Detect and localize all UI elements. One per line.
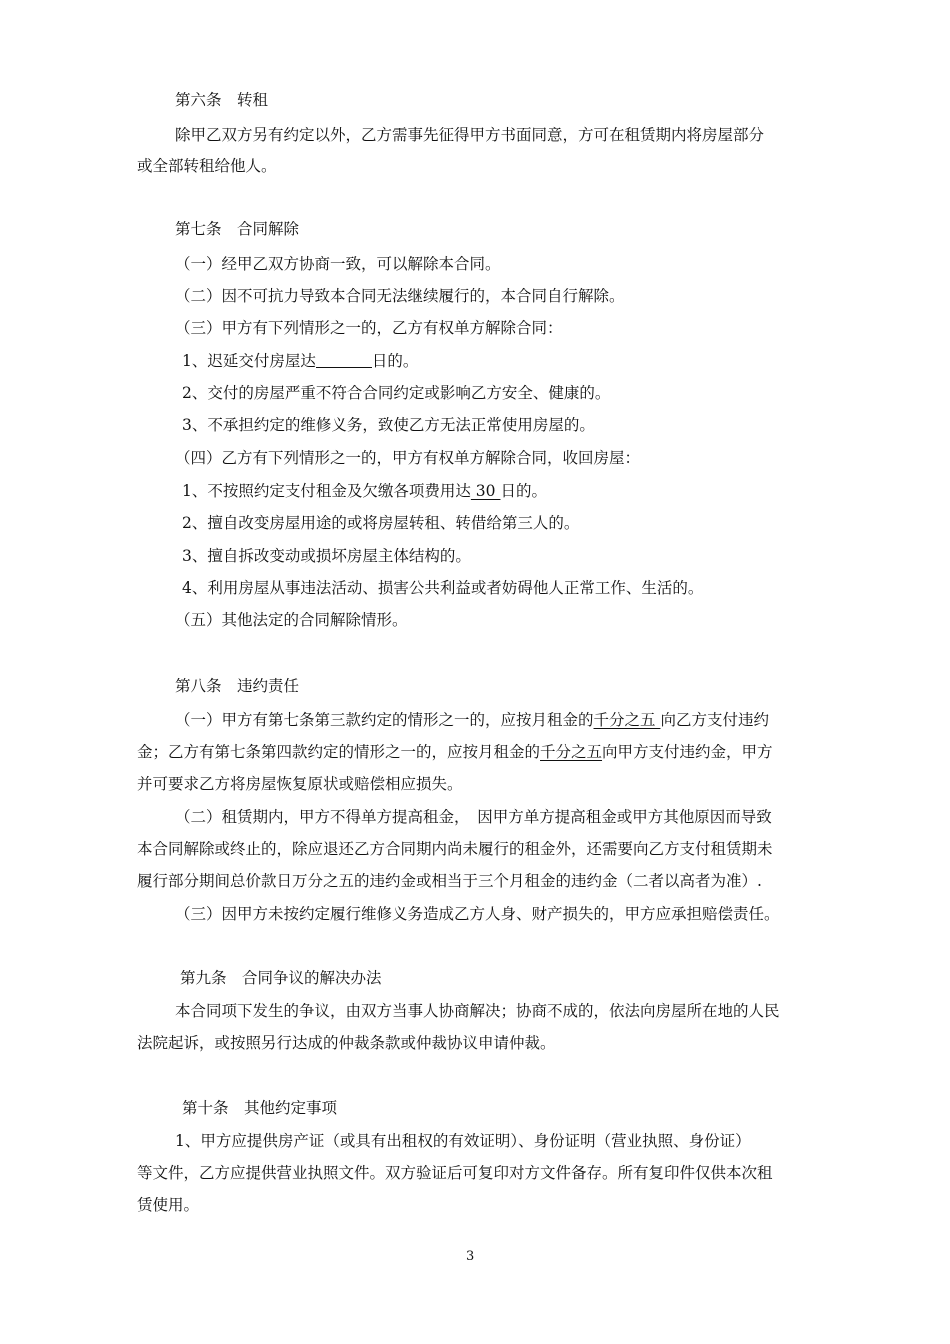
article-8-line-1-a: （一）甲方有第七条第三款约定的情形之一的，应按月租金的 [175, 711, 594, 729]
article-10-text-line-1: 1、甲方应提供房产证（或具有出租权的有效证明）、身份证明（营业执照、身份证） [175, 1132, 751, 1150]
article-9-text-line-1: 本合同项下发生的争议，由双方当事人协商解决；协商不成的，依法向房屋所在地的人民 [175, 1002, 780, 1020]
article-8-line-1 [175, 709, 769, 731]
article-8-heading: 第八条 违约责任 [175, 677, 300, 695]
article-10-heading: 第十条 其他约定事项 [182, 1099, 338, 1117]
article-7-item-5: （五）其他法定的合同解除情形。 [175, 611, 408, 629]
article-10-text-line-2: 等文件，乙方应提供营业执照文件。双方验证后可复印对方文件备存。所有复印件仅供本次租 [137, 1164, 773, 1182]
article-8-line-2-a: 金；乙方有第七条第四款约定的情形之一的，应按月租金的 [137, 743, 541, 761]
delay-days-blank [316, 351, 372, 368]
article-6-text-line-1: 除甲乙双方另有约定以外，乙方需事先征得甲方书面同意，方可在租赁期内将房屋部分 [175, 126, 765, 144]
article-8-line-5: 本合同解除或终止的，除应退还乙方合同期内尚未履行的租金外，还需要向乙方支付租赁期未 [137, 840, 773, 858]
item-3-1-suffix: 日的。 [371, 352, 419, 370]
article-7-item-3-3: 3、不承担约定的维修义务，致使乙方无法正常使用房屋的。 [182, 416, 595, 434]
article-7-item-2: （二）因不可抗力导致本合同无法继续履行的，本合同自行解除。 [175, 287, 625, 305]
article-8-line-6: 履行部分期间总价款日万分之五的违约金或相当于三个月租金的违约金（二者以高者为准）. [137, 872, 762, 890]
article-8-line-7: （三）因甲方未按约定履行维修义务造成乙方人身、财产损失的，甲方应承担赔偿责任。 [175, 905, 780, 923]
article-7-item-3: （三）甲方有下列情形之一的，乙方有权单方解除合同： [175, 319, 563, 337]
article-9-heading: 第九条 合同争议的解决办法 [180, 969, 382, 987]
article-8-line-4: （二）租赁期内，甲方不得单方提高租金， 因甲方单方提高租金或甲方其他原因而导致 [175, 808, 772, 826]
item-4-1-prefix: 1、不按照约定支付租金及欠缴各项费用达 [182, 482, 471, 500]
article-7-item-3-1 [182, 350, 418, 372]
item-4-1-suffix: 日的。 [500, 482, 547, 500]
article-6-text-line-2: 或全部转租给他人。 [137, 157, 277, 175]
article-10-text-line-3: 赁使用。 [137, 1196, 200, 1214]
article-7-item-4-4: 4、利用房屋从事违法活动、损害公共利益或者妨碍他人正常工作、生活的。 [182, 579, 704, 597]
article-7-item-4-2: 2、擅自改变房屋用途的或将房屋转租、转借给第三人的。 [182, 514, 580, 532]
overdue-days-value: 30 [470, 482, 501, 500]
penalty-rate-tenant: 千分之五 [540, 743, 603, 761]
article-7-item-1: （一）经甲乙双方协商一致，可以解除本合同。 [175, 255, 501, 273]
article-6-heading: 第六条 转租 [175, 91, 269, 109]
article-7-item-4-1 [182, 480, 547, 502]
article-8-line-1-b: 向乙方支付违约 [660, 711, 769, 729]
article-8-line-3: 并可要求乙方将房屋恢复原状或赔偿相应损失。 [137, 775, 463, 793]
article-8-line-2-b: 向甲方支付违约金，甲方 [602, 743, 773, 761]
penalty-rate-landlord: 千分之五 [593, 711, 661, 729]
article-8-line-2 [137, 741, 773, 763]
article-7-item-4: （四）乙方有下列情形之一的，甲方有权单方解除合同，收回房屋： [175, 449, 641, 467]
article-9-text-line-2: 法院起诉，或按照另行达成的仲裁条款或仲裁协议申请仲裁。 [137, 1034, 556, 1052]
article-7-item-4-3: 3、擅自拆改变动或损坏房屋主体结构的。 [182, 547, 471, 565]
article-7-item-3-2: 2、交付的房屋严重不符合合同约定或影响乙方安全、健康的。 [182, 384, 611, 402]
page-number: 3 [466, 1249, 475, 1264]
article-7-heading: 第七条 合同解除 [175, 220, 300, 238]
item-3-1-prefix: 1、迟延交付房屋达 [182, 352, 316, 370]
